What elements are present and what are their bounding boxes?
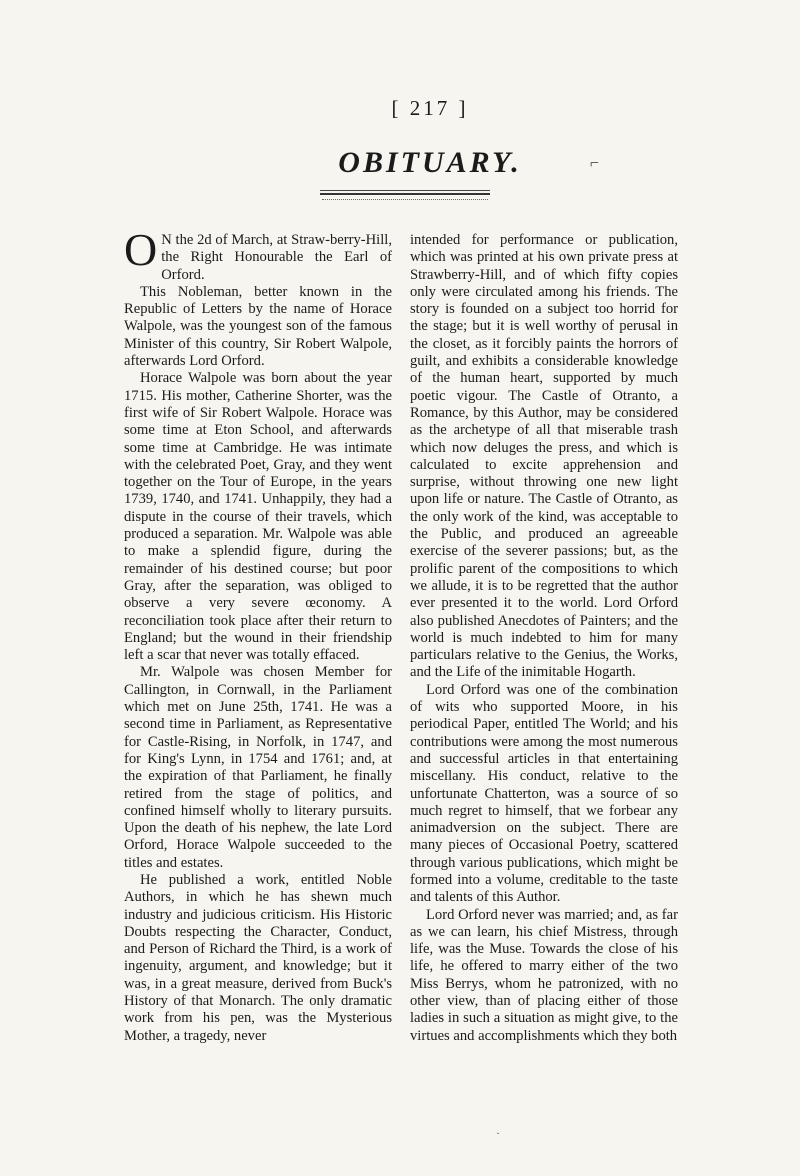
- paragraph-5: He published a work, entitled Noble Authors, in which he has shewn much industry and judicious criticism. His Historic Doubts respecting the Character, Conduct, and Person of Richard the Third, is a work of ingenuity, argument, and knowledge; but it was, in a great measure, derived from Buck's History of that Monarch. The only dramatic work from his pen, was the Mysterious Mother, a tragedy, never: [124, 871, 392, 1044]
- paragraph-7: Lord Orford was one of the combination of wits who supported Moore, in his periodical Paper, entitled The World; and his contributions were among the most numerous and successful articles in that entertaining miscellany. His conduct, relative to the unfortunate Chatterton, was a source of so much regret to himself, that we forbear any animadversion on the subject. There are many pieces of Occasional Poetry, scattered through various publications, which might be formed into a volume, creditable to the taste and talents of this Author.: [410, 681, 678, 906]
- page-number: [ 217 ]: [391, 96, 469, 120]
- drop-cap: O: [124, 224, 158, 275]
- title-rule: [320, 190, 490, 195]
- paragraph-2: This Nobleman, better known in the Republic of Letters by the name of Horace Walpole, was the youngest son of the famous Minister of this country, Sir Robert Walpole, afterwards Lord Orford.: [124, 283, 392, 370]
- paragraph-3: Horace Walpole was born about the year 1715. His mother, Catherine Shorter, was the first wife of Sir Robert Walpole. Horace was some time at Eton School, and afterwards some time at Cambridge. He was intimate with the celebrated Poet, Gray, and they went together on the Tour of Europe, in the years 1739, 1740, and 1741. Unhappily, they had a dispute in the course of their travels, which produced a separation. Mr. Walpole was able to make a splendid figure, during the remainder of his destined course; but poor Gray, after the separation, was obliged to observe a very severe œconomy. A reconciliation took place after their return to England; but the wound in their friendship left a scar that never was totally effaced.: [124, 370, 392, 664]
- title-rule-dotted: [322, 199, 488, 200]
- paragraph-1: [124, 224, 392, 284]
- stray-mark: ⌐: [590, 155, 600, 172]
- paragraph-4: Mr. Walpole was chosen Member for Callington, in Cornwall, in the Parliament which met on June 25th, 1741. He was a second time in Parliament, as Representative for Castle-Rising, in Norfolk, in 1747, and for King's Lynn, in 1754 and 1761; and, at the expiration of that Parliament, he finally retired from the stage of politics, and confined himself wholly to literary pursuits. Upon the death of his nephew, the late Lord Orford, Horace Walpole succeeded to the titles and estates.: [124, 664, 392, 871]
- right-column: [410, 232, 678, 1045]
- left-column: [124, 224, 392, 1045]
- stray-dot: ·: [496, 1126, 500, 1140]
- page-title: OBITUARY.: [338, 146, 522, 179]
- paragraph-6: intended for performance or publication, which was printed at his own private press at Strawberry-Hill, and of which fifty copies only were circulated among his friends. The story is founded on a subject too horrid for the stage; but it is well worthy of perusal in the closet, as it forcibly paints the horrors of guilt, and exhibits a considerable knowledge of the human heart, supported by much poetic vigour. The Castle of Otranto, a Romance, by this Author, may be considered as the archetype of all that miserable trash which now deluges the press, and which is calculated to excite apprehension and surprise, without throwing one new light upon life or nature. The Castle of Otranto, as the only work of the kind, was acceptable to the Public, and produced an agreeable exercise of the severer passions; but, as the prolific parent of the compositions to which we allude, it is to be regretted that the author ever presented it to the world. Lord Orford also published Anecdotes of Painters; and the world is much indebted to him for many particulars relative to the Genius, the Works, and the Life of the inimitable Hogarth.: [410, 232, 678, 681]
- paragraph-1-text: N the 2d of March, at Straw-berry-Hill, the Right Honourable the Earl of Orford.: [161, 232, 392, 283]
- paragraph-8: Lord Orford never was married; and, as far as we can learn, his chief Mistress, through life, was the Muse. Towards the close of his life, he offered to marry either of the two Miss Berrys, whom he patronized, with no other view, than of placing either of those ladies in such a situation as might give, to the virtues and accomplishments which they both: [410, 906, 678, 1044]
